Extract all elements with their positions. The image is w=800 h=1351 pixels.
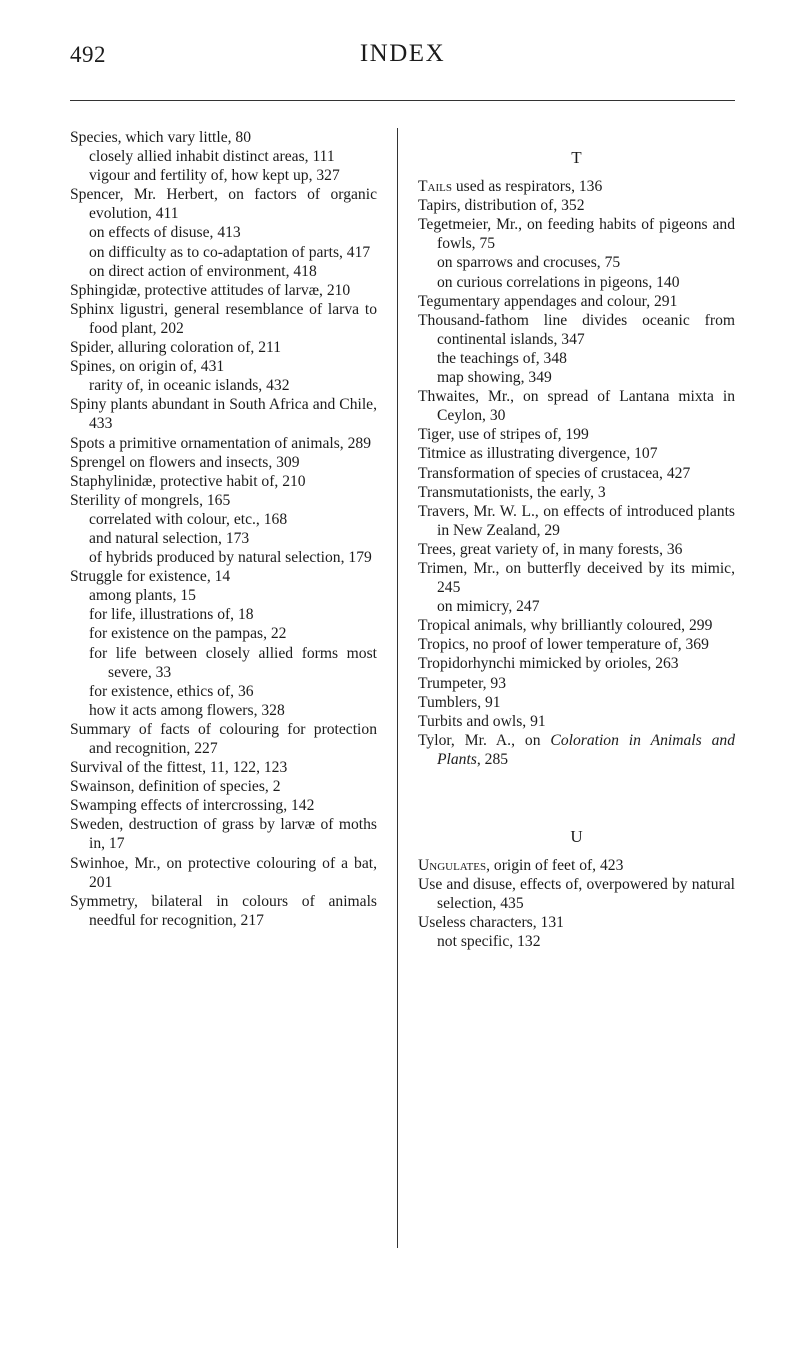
index-entry: Tapirs, distribution of, 352: [418, 197, 585, 215]
index-subentry: on effects of disuse, 413: [89, 224, 241, 242]
index-entry: Sphingidæ, protective attitudes of larvæ, 210: [70, 281, 351, 299]
index-entry: Spider, alluring coloration of, 211: [70, 339, 282, 357]
index-entry: Tiger, use of stripes of, 199: [418, 426, 589, 444]
page-number: 492: [70, 42, 106, 67]
entry-rest: , origin of feet of, 423: [486, 857, 624, 875]
index-entry: Turbits and owls, 91: [418, 712, 546, 730]
header-rule: [70, 100, 735, 101]
index-entry: Species, which vary little, 80: [70, 129, 252, 146]
section-letter-u: U: [570, 827, 583, 846]
index-entry: Summary of facts of colouring for protection and recognition, 227: [70, 720, 377, 757]
index-subentry: on sparrows and crocuses, 75: [437, 254, 621, 272]
index-entry: Useless characters, 131: [418, 914, 564, 932]
index-entry: Swinhoe, Mr., on protective colouring of a bat, 201: [70, 854, 377, 891]
index-subentry: on curious correlations in pigeons, 140: [437, 273, 680, 291]
column-divider: [397, 128, 398, 1248]
index-entry: Tropics, no proof of lower temperature of, 369: [418, 636, 709, 654]
index-entry: Trees, great variety of, in many forests, 36: [418, 540, 683, 558]
entry-suffix: , 285: [476, 750, 509, 768]
u-entries: [418, 875, 735, 951]
index-subentry: correlated with colour, etc., 168: [89, 510, 288, 528]
index-entry: Travers, Mr. W. L., on effects of introduced plants in New Zealand, 29: [418, 502, 735, 539]
index-entry: [418, 177, 735, 196]
index-entry: Tegetmeier, Mr., on feeding habits of pigeons and fowls, 75: [418, 216, 735, 253]
index-entry: Spiny plants abundant in South Africa and Chile, 433: [70, 396, 377, 433]
index-subentry: on mimicry, 247: [437, 598, 540, 616]
left-column: [70, 128, 377, 930]
entry-lead-word: Tails: [418, 178, 452, 196]
index-entry: Spencer, Mr. Herbert, on factors of organic evolution, 411: [70, 186, 377, 223]
index-subentry: for existence, ethics of, 36: [89, 682, 254, 700]
entry-lead-word: Ungulates: [418, 857, 487, 875]
index-subentry: closely allied inhabit distinct areas, 111: [89, 148, 335, 166]
index-entry: Transformation of species of crustacea, 427: [418, 464, 691, 482]
index-entry: Tropidorhynchi mimicked by orioles, 263: [418, 655, 679, 673]
index-entry: Trumpeter, 93: [418, 674, 507, 692]
index-subentry: vigour and fertility of, how kept up, 327: [89, 167, 340, 185]
index-entry: Sprengel on flowers and insects, 309: [70, 453, 300, 471]
index-entry: [418, 731, 735, 769]
index-entry: [418, 856, 735, 875]
index-subentry: of hybrids produced by natural selection, 179: [89, 549, 372, 567]
index-entry: Spots a primitive ornamentation of animals, 289: [70, 434, 371, 452]
t-entries: [418, 196, 735, 731]
index-entry: Titmice as illustrating divergence, 107: [418, 445, 658, 463]
index-subentry: not specific, 132: [437, 933, 541, 951]
index-entry: Tegumentary appendages and colour, 291: [418, 292, 678, 310]
index-subentry: and natural selection, 173: [89, 529, 250, 547]
index-subentry: among plants, 15: [89, 587, 196, 605]
index-entry: Sterility of mongrels, 165: [70, 491, 231, 509]
index-entry: Swainson, definition of species, 2: [70, 778, 281, 796]
index-entry: Transmutationists, the early, 3: [418, 483, 606, 501]
index-entry: Trimen, Mr., on butterfly deceived by its mimic, 245: [418, 559, 735, 597]
index-entry: Sphinx ligustri, general resemblance of larva to food plant, 202: [70, 300, 377, 337]
index-subentry: on difficulty as to co-adaptation of parts, 417: [89, 243, 371, 261]
index-entry: Spines, on origin of, 431: [70, 358, 225, 376]
index-subentry: how it acts among flowers, 328: [89, 701, 285, 719]
running-title: INDEX: [359, 40, 446, 67]
index-subentry: rarity of, in oceanic islands, 432: [89, 377, 290, 395]
index-entry: Thousand-fathom line divides oceanic from continental islands, 347: [418, 311, 735, 348]
section-letter-t: T: [571, 148, 582, 167]
index-entry: Staphylinidæ, protective habit of, 210: [70, 472, 306, 490]
index-entry: Thwaites, Mr., on spread of Lantana mixta in Ceylon, 30: [418, 388, 735, 425]
index-subentry: the teachings of, 348: [437, 349, 567, 367]
index-subentry: for life, illustrations of, 18: [89, 606, 254, 624]
index-entry: Tropical animals, why brilliantly coloured, 299: [418, 617, 713, 635]
index-subentry: for existence on the pampas, 22: [89, 625, 287, 643]
index-entry: Use and disuse, effects of, overpowered by natural selection, 435: [418, 876, 735, 913]
book-title: Coloration in Animals and Plants: [437, 731, 736, 768]
index-entry: Tumblers, 91: [418, 693, 501, 711]
right-column: [418, 128, 735, 952]
index-subentry: on direct action of environment, 418: [89, 262, 317, 280]
index-entry: Sweden, destruction of grass by larvæ of moths in, 17: [70, 816, 377, 853]
page-header: [70, 40, 735, 84]
index-entry: Symmetry, bilateral in colours of animals needful for recognition, 217: [70, 892, 377, 929]
index-entry: Survival of the fittest, 11, 122, 123: [70, 759, 288, 777]
index-entry: Swamping effects of intercrossing, 142: [70, 797, 315, 815]
entry-prefix: Tylor, Mr. A., on: [418, 731, 551, 749]
index-subentry: map showing, 349: [437, 369, 552, 387]
entry-rest: used as respirators, 136: [451, 178, 603, 196]
index-subentry: for life between closely allied forms most severe, 33: [89, 644, 377, 681]
index-entry: Struggle for existence, 14: [70, 568, 231, 586]
